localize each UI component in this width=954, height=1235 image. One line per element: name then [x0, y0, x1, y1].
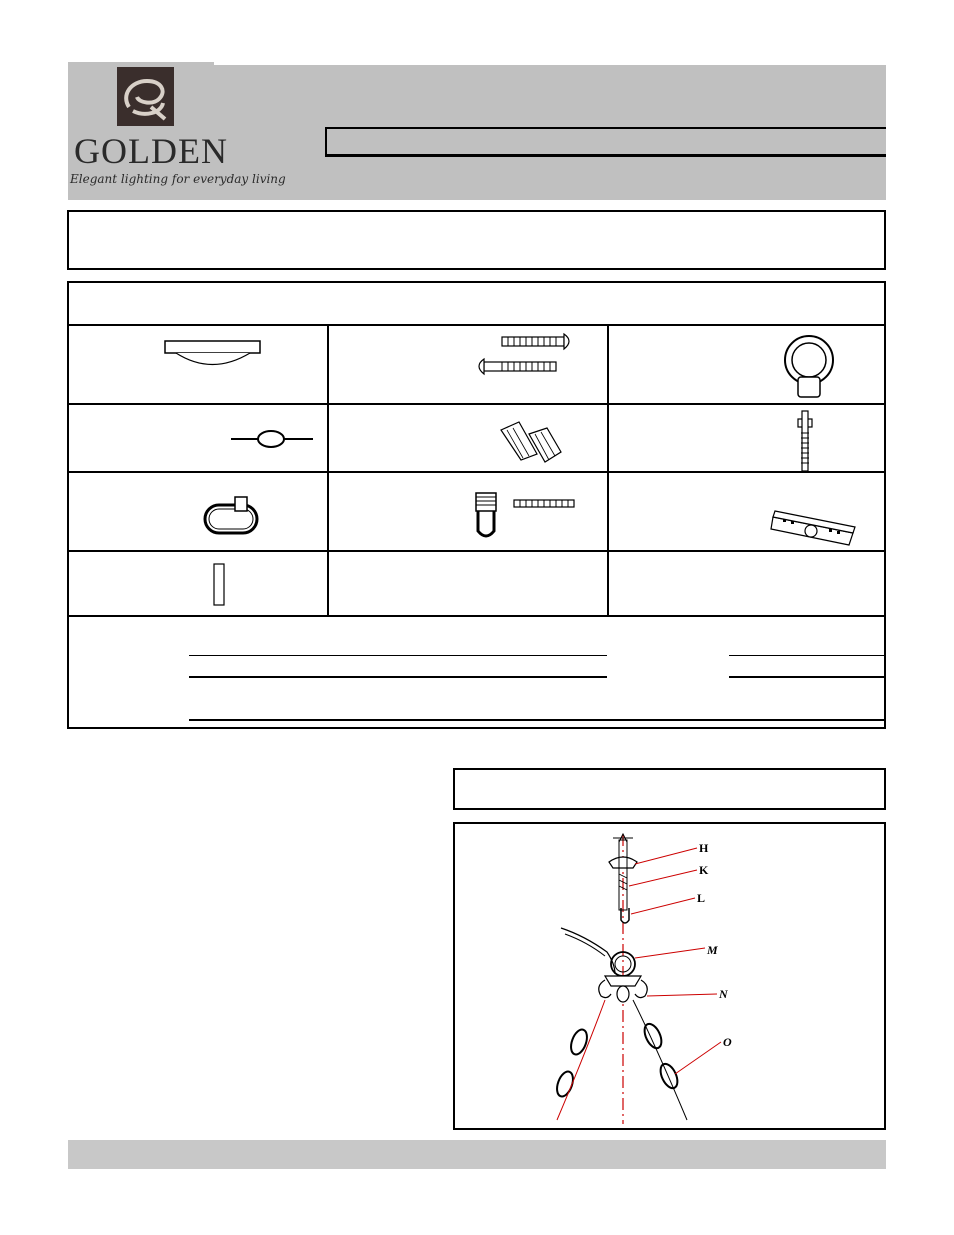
swivel-and-nut-icon	[472, 491, 582, 543]
canopy-icon	[164, 340, 264, 374]
fill-in-line	[729, 655, 885, 656]
loop-ring-icon	[781, 333, 841, 401]
row-divider	[69, 403, 884, 405]
quick-link-icon	[202, 495, 262, 537]
diagram-label-l: L	[697, 891, 706, 905]
intro-box	[67, 210, 886, 270]
chain-link-icon	[231, 427, 313, 451]
fill-in-line	[189, 676, 607, 678]
fill-in-line	[189, 719, 885, 721]
wire-connectors-icon	[499, 418, 567, 464]
row-divider	[69, 615, 884, 617]
spacer-bar-icon	[213, 563, 227, 607]
fill-in-line	[189, 655, 607, 656]
footer-band	[68, 1140, 886, 1169]
q-monogram-logo-icon	[117, 67, 174, 126]
diagram-label-m: M	[707, 943, 718, 957]
fill-in-line	[729, 676, 885, 678]
row-divider	[69, 550, 884, 552]
hanging-diagram	[453, 822, 886, 1130]
brand-name: GOLDEN	[74, 131, 228, 171]
row-divider	[69, 471, 884, 473]
brand-tagline: Elegant lighting for everyday living	[70, 172, 286, 186]
parts-table-header	[69, 283, 884, 326]
diagram-label-o: O	[723, 1035, 732, 1049]
mounting-bracket-icon	[771, 497, 861, 547]
column-divider	[327, 326, 329, 617]
diagram-label-h: H	[699, 841, 709, 855]
title-bar	[325, 127, 886, 157]
diagram-label-k: K	[699, 863, 709, 877]
screws-icon	[472, 331, 582, 381]
threaded-nipple-icon	[794, 411, 818, 475]
diagram-label-n: N	[719, 987, 728, 1001]
column-divider	[607, 326, 609, 617]
parts-table	[67, 281, 886, 729]
section-heading-box	[453, 768, 886, 810]
